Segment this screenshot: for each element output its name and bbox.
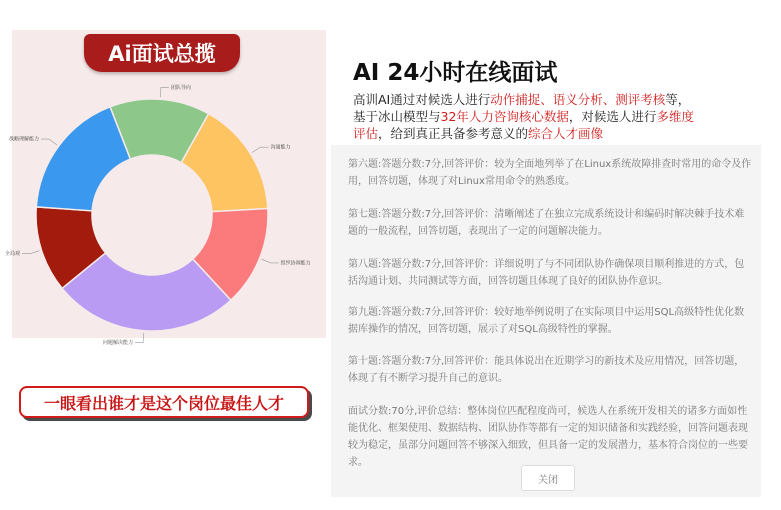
description-highlight-3: 多维度评估 <box>353 109 694 141</box>
slice-label: 问题解决能力 <box>103 340 134 347</box>
overall-evaluation: 面试分数:70分,评价总结：整体岗位匹配程度尚可，候选人在系统开发相关的诸多方面如性能优化、框架使用、数据结构、团队协作等都有一定的知识储备和实践经验，回答问题表现较为稳定，虽部分问题回答不够深入细致，但具备一定的发展潜力，基本符合岗位的一些要求。 <box>348 406 748 468</box>
slice-label: 组织协调能力 <box>280 260 311 267</box>
leader-line <box>252 147 268 152</box>
description-text-4: ，给到真正具备参考意义的 <box>378 126 529 141</box>
question-evaluation: 第十题:答题分数:7分,回答评价：能具体说出在近期学习的新技术及应用情况，回答切题，体现了有不断学习提升自己的意识。 <box>348 356 745 384</box>
description-text-3: ，对候选人进行 <box>568 109 657 124</box>
page-title: AI 24小时在线面试 <box>353 60 558 86</box>
question-evaluation: 第六题:答题分数:7分,回答评价：较为全面地列举了在Linux系统故障排查时常用的命令及作用，回答切题，体现了对Linux常用命令的熟悉度。 <box>348 159 752 187</box>
slice-label: 团队导向 <box>170 84 191 91</box>
slice-label: 战略理解能力 <box>8 136 39 143</box>
leader-line <box>160 87 169 97</box>
leader-line <box>135 333 144 343</box>
leader-line <box>22 251 40 254</box>
donut-chart <box>4 30 326 347</box>
summary-banner: Ai面试总揽 <box>84 34 240 72</box>
description <box>353 91 695 142</box>
description-highlight-2: 32年人力咨询核心数据 <box>440 109 569 124</box>
close-button[interactable]: 关闭 <box>521 465 575 491</box>
description-highlight-4: 综合人才画像 <box>528 126 604 141</box>
slice-label: 沟通能力 <box>270 144 291 151</box>
slogan-box: 一眼看出谁才是这个岗位最佳人才 <box>19 386 309 418</box>
description-text-1: 高训AI通过对候选人进行 <box>353 92 491 107</box>
description-text-2: 等，基于冰山模型与 <box>353 92 691 124</box>
leader-line <box>261 259 278 263</box>
description-highlight-1: 动作捕捉、语义分析、测评考核 <box>490 92 666 107</box>
question-evaluation: 第八题:答题分数:7分,回答评价：详细说明了与不同团队协作确保项目顺利推进的方式，包括沟通计划、共同测试等方面，回答切题且体现了良好的团队协作意识。 <box>348 259 745 287</box>
slice-战略理解能力 <box>36 107 130 211</box>
leader-line <box>41 139 57 145</box>
slice-label: 全局观 <box>4 251 20 258</box>
question-evaluation: 第七题:答题分数:7分,回答评价：清晰阐述了在独立完成系统设计和编码时解决棘手技术难题的一般流程，回答切题，表现出了一定的问题解决能力。 <box>348 209 745 237</box>
question-evaluation: 第九题:答题分数:7分,回答评价：较好地举例说明了在实际项目中运用SQL高级特性优化数据库操作的情况，回答切题，展示了对SQL高级特性的掌握。 <box>348 307 745 335</box>
